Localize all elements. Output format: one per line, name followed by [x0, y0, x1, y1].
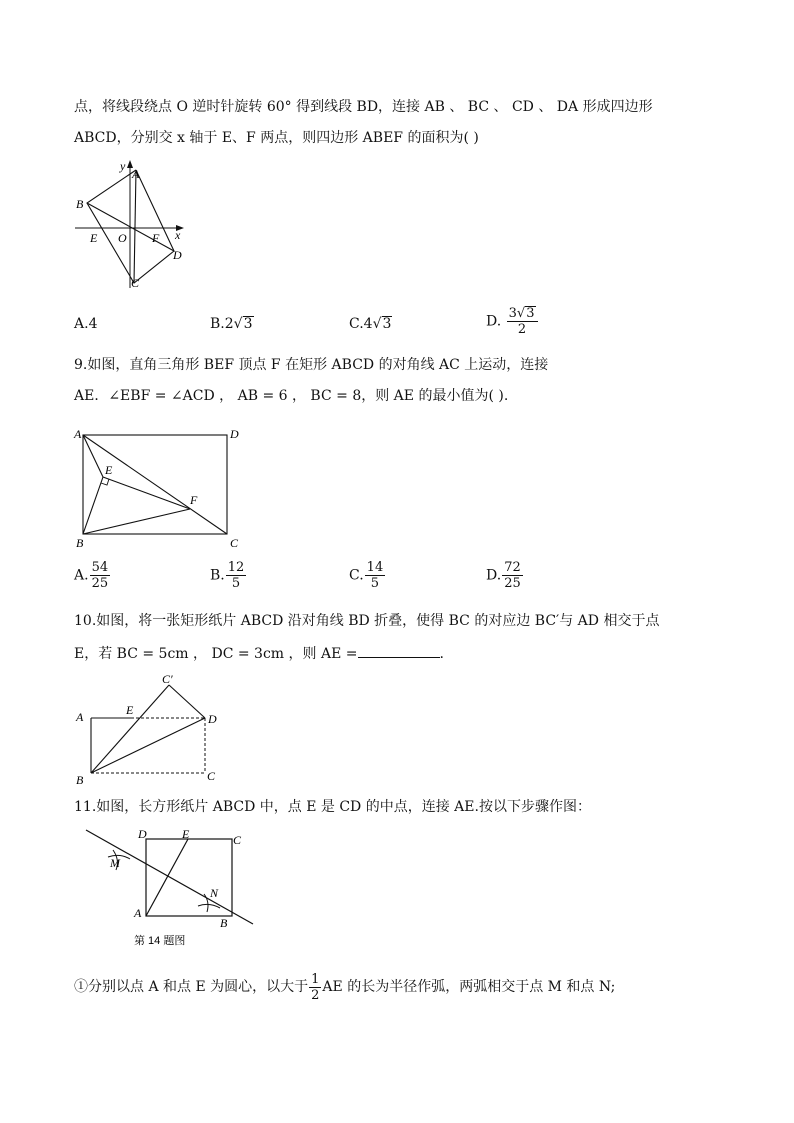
- q10-label-C: C: [207, 769, 216, 783]
- q8-option-a: A.4: [74, 316, 98, 332]
- q9-option-c: C. $\frac{14}{5}$: [349, 560, 384, 591]
- q11-label-N: N: [210, 886, 219, 900]
- q11-label-E: E: [182, 827, 190, 841]
- q10-label-B: B: [76, 773, 84, 787]
- q9-text-line2: AE．∠EBF = ∠ACD ， AB = 6 ， BC = 8，则 AE 的最小值为( ).: [74, 388, 509, 404]
- q11-text-line1: 11.如图，长方形纸片 ABCD 中，点 E 是 CD 的中点，连接 AE.按以下步骤作图：: [74, 799, 591, 815]
- answer-blank[interactable]: [358, 643, 440, 658]
- q8-option-c: C.4√3: [349, 316, 392, 332]
- q9-label-E: E: [105, 463, 113, 477]
- q8-text-line2: ABCD，分别交 x 轴于 E、F 两点，则四边形 ABEF 的面积为( ): [74, 130, 479, 146]
- q10-text-line2: E，若 BC = 5cm ， DC = 3cm ，则 AE = .: [74, 643, 444, 664]
- q11-figure-caption: 第 14 题图: [134, 935, 186, 947]
- q10-label-A: A: [76, 710, 84, 724]
- q10-label-E: E: [126, 703, 134, 717]
- q10-label-C-prime: C′: [162, 672, 173, 686]
- q8-label-C: C: [131, 276, 140, 290]
- q11-label-B: B: [220, 916, 228, 930]
- q8-label-y: y: [120, 159, 126, 173]
- q11-label-D: D: [138, 827, 147, 841]
- q9-text-line1: 9.如图，直角三角形 BEF 顶点 F 在矩形 ABCD 的对角线 AC 上运动，连接: [74, 357, 549, 373]
- q8-label-F: F: [152, 231, 160, 245]
- q10-fold-figure: [70, 670, 230, 785]
- q9-rectangle-figure: [70, 425, 250, 550]
- q9-label-A: A: [74, 427, 82, 441]
- q8-label-x: x: [175, 228, 181, 242]
- q8-label-B: B: [76, 197, 84, 211]
- q8-label-D: D: [173, 248, 182, 262]
- q8-label-A: A: [132, 167, 140, 181]
- q8-option-d: D. $\frac{3√3}{2}$: [486, 306, 539, 337]
- q8-option-b: B.2√3: [210, 316, 253, 332]
- q11-label-C: C: [233, 833, 242, 847]
- q9-label-F: F: [190, 493, 198, 507]
- q11-label-M: M: [110, 856, 120, 870]
- q8-label-E: E: [90, 231, 98, 245]
- q11-construction-figure: [80, 822, 260, 952]
- q11-label-A: A: [134, 906, 142, 920]
- q8-text-line1: 点，将线段绕点 O 逆时针旋转 60° 得到线段 BD，连接 AB 、 BC 、 CD 、 DA 形成四边形: [74, 99, 653, 115]
- q9-label-D: D: [230, 427, 239, 441]
- q11-step1: ①分别以点 A 和点 E 为圆心，以大于 $\frac{1}{2}$ AE 的长为半径作弧，两弧相交于点 M 和点 N;: [74, 971, 616, 1003]
- q9-option-d: D. $\frac{72}{25}$: [486, 560, 521, 591]
- q9-label-C: C: [230, 536, 239, 550]
- q10-label-D: D: [208, 712, 217, 726]
- q8-label-O: O: [118, 231, 127, 245]
- q10-text-line1: 10.如图，将一张矩形纸片 ABCD 沿对角线 BD 折叠，使得 BC 的对应边 BC′与 AD 相交于点: [74, 613, 660, 629]
- q8-coordinate-figure: [70, 158, 200, 293]
- q9-option-b: B. $\frac{12}{5}$: [210, 560, 245, 591]
- q9-option-a: A. $\frac{54}{25}$: [74, 560, 109, 591]
- q9-label-B: B: [76, 536, 84, 550]
